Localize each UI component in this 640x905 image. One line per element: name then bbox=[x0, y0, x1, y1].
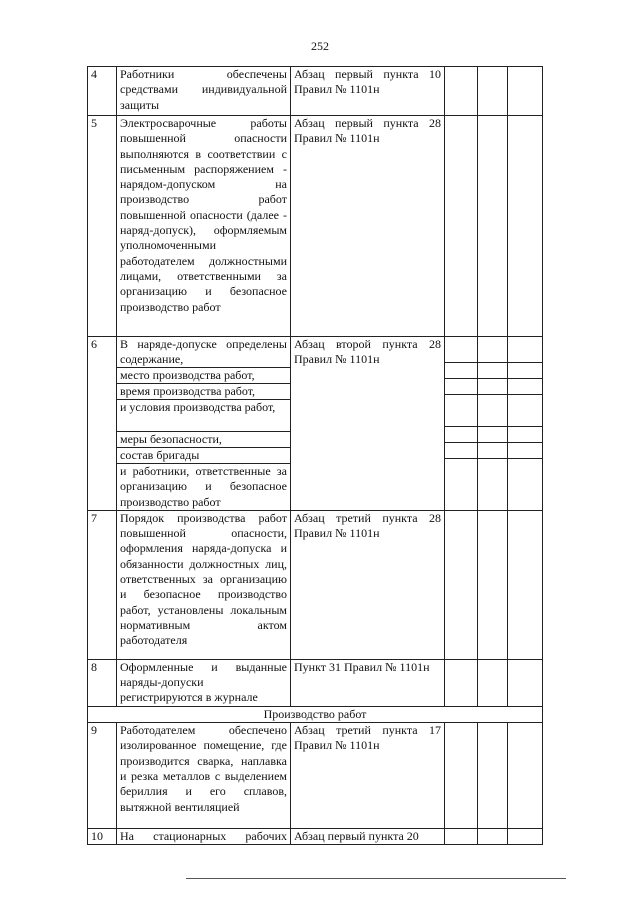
requirement-part: и работники, ответственные за организацию и безопасное производство работ bbox=[117, 463, 290, 510]
requirement-cell bbox=[117, 67, 291, 116]
answer-na-cell bbox=[508, 829, 543, 845]
table-row bbox=[88, 67, 543, 116]
answer-na-cell bbox=[508, 116, 543, 337]
requirement-part: место производства работ, bbox=[117, 367, 290, 383]
reference-cell: Абзац первый пункта 28 Правил № 1101н bbox=[291, 116, 445, 337]
requirement-part: время производства работ, bbox=[117, 383, 290, 399]
answer-no-cell bbox=[478, 116, 508, 337]
answer-yes-cell bbox=[445, 659, 478, 706]
requirement-text: Оформленные и выданные наряды-допуски регистрируются в журнале bbox=[120, 659, 287, 705]
row-number: 8 bbox=[88, 659, 117, 706]
requirement-text: На стационарных рабочих bbox=[120, 829, 287, 844]
requirement-cell bbox=[117, 510, 291, 659]
table-row bbox=[88, 510, 543, 659]
reference-cell: Абзац третий пункта 17 Правил № 1101н bbox=[291, 723, 445, 829]
reference-cell: Пункт 31 Правил № 1101н bbox=[291, 659, 445, 706]
answer-no-cell bbox=[478, 723, 508, 829]
requirement-text: Порядок производства работ повышенной опасности, оформления наряда-допуска и обязанности должностных лиц, ответственных за организацию и безопасное производство работ, установлены локальным нормативным актом работодателя bbox=[120, 510, 287, 648]
answer-na-cell bbox=[508, 723, 543, 829]
row-number: 5 bbox=[88, 116, 117, 337]
requirement-part: В наряде-допуске определены содержание, bbox=[120, 337, 287, 367]
section-row bbox=[88, 706, 543, 722]
requirement-cell bbox=[117, 116, 291, 337]
requirement-cell bbox=[117, 337, 291, 511]
bottom-scan-rule bbox=[186, 878, 566, 879]
requirement-cell bbox=[117, 829, 291, 845]
answer-no-cell bbox=[478, 337, 508, 511]
answer-yes-cell bbox=[445, 337, 478, 511]
reference-cell: Абзац первый пункта 20 bbox=[291, 829, 445, 845]
answer-yes-cell bbox=[445, 829, 478, 845]
page-number: 252 bbox=[311, 39, 329, 53]
reference-cell: Абзац второй пункта 28 Правил № 1101н bbox=[291, 337, 445, 511]
requirement-part: меры безопасности, bbox=[117, 431, 290, 447]
table-row bbox=[88, 337, 543, 511]
requirement-text: Работодателем обеспечено изолированное помещение, где производится сварка, наплавка и резка металлов с выделением бериллия и его сплавов, вытяжной вентиляцией bbox=[120, 723, 287, 814]
row-number: 4 bbox=[88, 67, 117, 116]
answer-no-cell bbox=[478, 510, 508, 659]
section-heading: Производство работ bbox=[88, 706, 543, 722]
answer-na-cell bbox=[508, 510, 543, 659]
answer-na-cell bbox=[508, 337, 543, 511]
answer-no-cell bbox=[478, 659, 508, 706]
table-row bbox=[88, 723, 543, 829]
requirement-text: Электросварочные работы повышенной опасности выполняются в соответствии с письменным распоряжением - нарядом-допуском на производство работ повышенной опасности (далее - наряд-допуск), оформляемым уполномоченными работодателем должностными лицами, ответственными за организацию и безопасное производство работ bbox=[120, 116, 287, 314]
answer-yes-cell bbox=[445, 723, 478, 829]
table-row bbox=[88, 829, 543, 845]
reference-cell: Абзац первый пункта 10 Правил № 1101н bbox=[291, 67, 445, 116]
reference-cell: Абзац третий пункта 28 Правил № 1101н bbox=[291, 510, 445, 659]
row-number: 9 bbox=[88, 723, 117, 829]
row-number: 7 bbox=[88, 510, 117, 659]
requirement-part: и условия производства работ, bbox=[117, 399, 290, 431]
requirement-part: состав бригады bbox=[117, 447, 290, 463]
answer-yes-cell bbox=[445, 510, 478, 659]
answer-na-cell bbox=[508, 659, 543, 706]
table-row bbox=[88, 116, 543, 337]
answer-no-cell bbox=[478, 67, 508, 116]
answer-na-cell bbox=[508, 67, 543, 116]
answer-no-cell bbox=[478, 829, 508, 845]
answer-yes-cell bbox=[445, 67, 478, 116]
requirement-text: Работники обеспечены средствами индивидуальной защиты bbox=[120, 67, 287, 112]
answer-yes-cell bbox=[445, 116, 478, 337]
checklist-table bbox=[87, 66, 543, 845]
row-number: 10 bbox=[88, 829, 117, 845]
requirement-cell bbox=[117, 723, 291, 829]
table-row bbox=[88, 659, 543, 706]
row-number: 6 bbox=[88, 337, 117, 511]
requirement-cell bbox=[117, 659, 291, 706]
